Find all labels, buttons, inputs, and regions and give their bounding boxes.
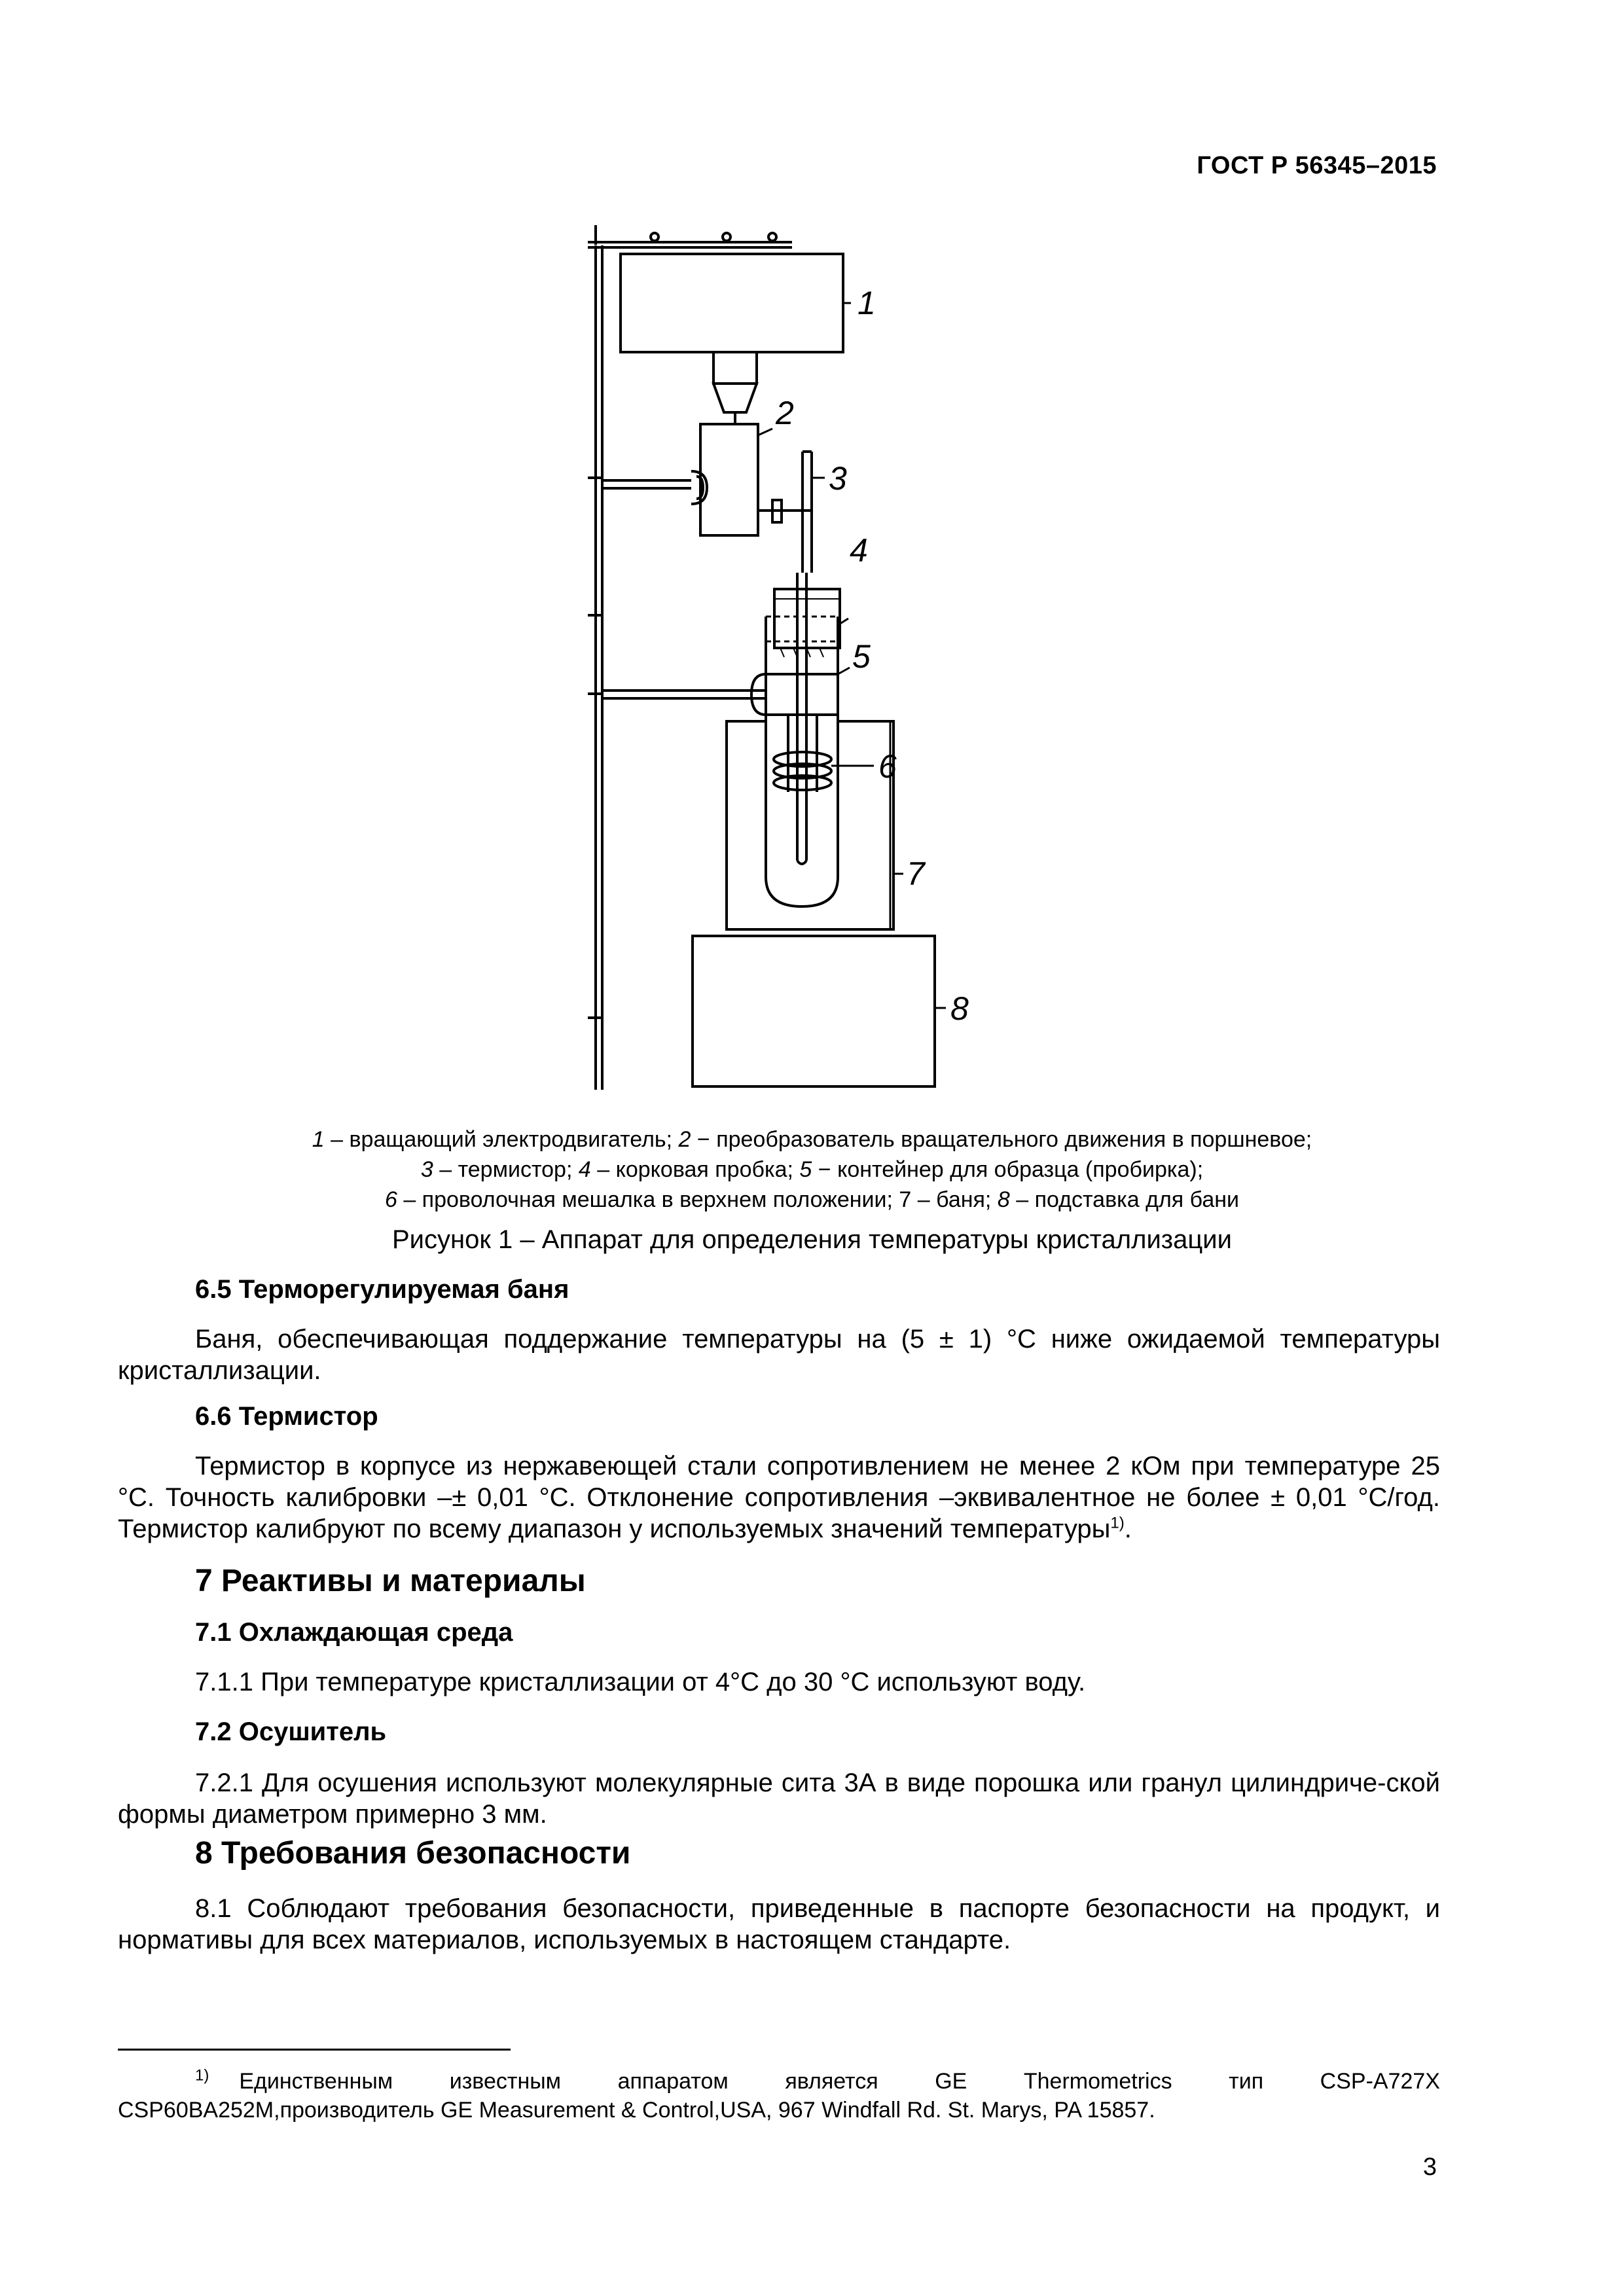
legend-text: – вращающий электродвигатель;: [324, 1127, 679, 1152]
stirrer: [774, 715, 831, 792]
section-7-1-text: 7.1.1 При температуре кристаллизации от 4°С до 30 °С используют воду.: [195, 1668, 1086, 1696]
figure-label-2: 2: [776, 395, 794, 431]
apparatus-figure: [576, 216, 1034, 1113]
figure-label-7: 7: [907, 855, 925, 892]
coupling: [713, 352, 757, 424]
footnote: [118, 2067, 1440, 2125]
motor: [621, 254, 843, 352]
legend-text: – проволочная мешалка в верхнем положении; 7 – баня;: [397, 1187, 998, 1212]
footnote-word-text: Единственным: [239, 2069, 393, 2094]
converter: [604, 424, 812, 535]
section-7-2-text: 7.2.1 Для осушения используют молекулярные сита 3А в виде порошка или гранул цилиндриче-ской формы диаметром примерно 3 мм.: [118, 1768, 1440, 1829]
legend-num: 1: [312, 1127, 325, 1152]
footnote-marker: 1): [195, 2066, 209, 2085]
section-6-6-text: [118, 1450, 1440, 1545]
legend-text: – термистор;: [433, 1157, 579, 1182]
section-7-2-heading: 7.2 Осушитель: [195, 1717, 387, 1746]
section-8-text: 8.1 Соблюдают требования безопасности, приведенные в паспорте безопасности на продукт, и нормативы для всех материалов, используемых в настоящем стандарте.: [118, 1894, 1440, 1954]
legend-num: 2: [678, 1127, 691, 1152]
figure-label-5: 5: [852, 638, 871, 675]
legend-num: 3: [420, 1157, 433, 1182]
clamp: [604, 674, 838, 715]
footnote-line-2: CSP60BA252M,производитель GE Measurement & Control,USA, 967 Windfall Rd. St. Marys, PA 15857.: [118, 2098, 1155, 2123]
legend-line-3: [0, 1185, 1624, 1215]
figure-label-6: 6: [878, 748, 897, 785]
figure-label-8: 8: [950, 990, 969, 1027]
footnote-word: CSP-A727X: [1320, 2069, 1440, 2094]
figure-legend: [0, 1124, 1624, 1215]
section-6-6-end: .: [1124, 1515, 1132, 1543]
figure-label-1: 1: [857, 285, 876, 321]
page-number: 3: [1422, 2153, 1437, 2181]
legend-line-1: [0, 1124, 1624, 1155]
legend-num: 6: [384, 1187, 397, 1212]
footnote-separator: [118, 2049, 511, 2051]
legend-text: – корковая пробка;: [590, 1157, 800, 1182]
bath-stand: [693, 936, 935, 1086]
footnote-word: тип: [1229, 2069, 1264, 2094]
footnote-word: известным: [449, 2069, 562, 2094]
legend-line-2: [0, 1155, 1624, 1185]
figure-title: Рисунок 1 – Аппарат для определения температуры кристаллизации: [392, 1225, 1232, 1254]
section-7-heading: 7 Реактивы и материалы: [195, 1564, 586, 1598]
legend-text: − преобразователь вращательного движения в поршневое;: [691, 1127, 1312, 1152]
legend-text: – подставка для бани: [1009, 1187, 1240, 1212]
legend-num: 5: [799, 1157, 812, 1182]
footnote-word: GE: [935, 2069, 967, 2094]
footnote-word: [195, 2067, 393, 2096]
section-7-1-heading: 7.1 Охлаждающая среда: [195, 1618, 513, 1647]
footnote-line-1: [118, 2067, 1440, 2096]
footnote-word: аппаратом: [617, 2069, 729, 2094]
document-header: ГОСТ Р 56345–2015: [1197, 152, 1437, 179]
section-8-heading: 8 Требования безопасности: [195, 1836, 631, 1871]
sample-tube: [766, 589, 840, 906]
section-6-5-heading: 6.5 Терморегулируемая баня: [195, 1275, 569, 1304]
figure-label-4: 4: [850, 532, 868, 569]
section-6-6-body: Термистор в корпусе из нержавеющей стали сопротивлением не менее 2 кОм при температуре 25 °С. Точность калибровки –± 0,01 °С. Отклонение сопротивления –эквивалентное не более ± 0,01 °С/год. Термистор калибруют по всему диапазон у используемых значений температуры: [118, 1452, 1440, 1543]
footnote-word: является: [785, 2069, 878, 2094]
figure-label-3: 3: [829, 460, 847, 497]
section-6-6-heading: 6.6 Термистор: [195, 1402, 378, 1431]
legend-num: 8: [997, 1187, 1010, 1212]
footnote-word: Thermometrics: [1023, 2069, 1172, 2094]
thermistor: [797, 452, 812, 864]
section-6-5-text: Баня, обеспечивающая поддержание температуры на (5 ± 1) °С ниже ожидаемой температуры кристаллизации.: [118, 1325, 1440, 1385]
legend-text: − контейнер для образца (пробирка);: [812, 1157, 1204, 1182]
legend-num: 4: [578, 1157, 591, 1182]
stand-rod: [588, 225, 792, 1090]
footnote-ref: 1): [1110, 1514, 1125, 1532]
